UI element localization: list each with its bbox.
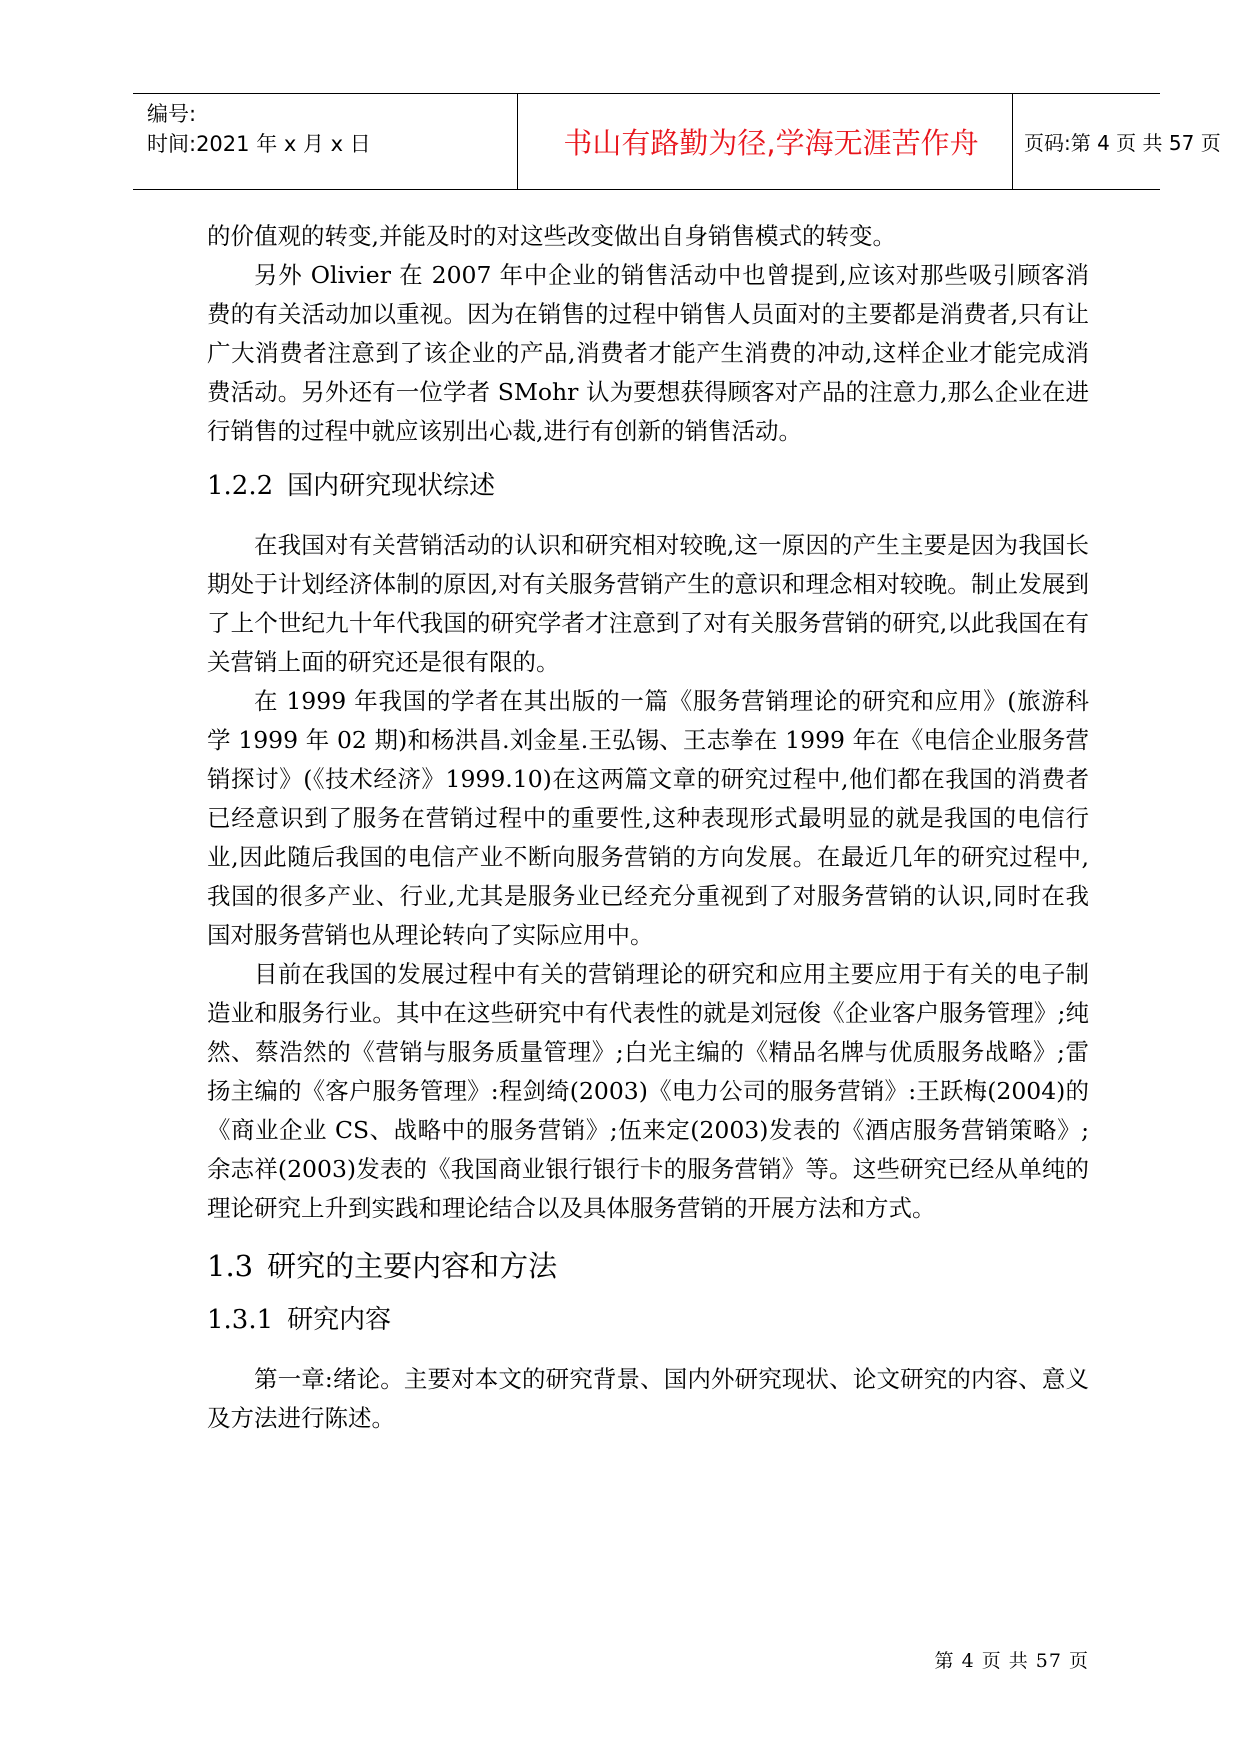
header-meta bbox=[147, 99, 517, 159]
paragraph: 另外 Olivier 在 2007 年中企业的销售活动中也曾提到,应该对那些吸引顾客消费的有关活动加以重视。因为在销售的过程中销售人员面对的主要都是消费者,只有让广大消费者注意到了该企业的产品,消费者才能产生消费的冲动,这样企业才能完成消费活动。另外还有一位学者 SMohr 认为要想获得顾客对产品的注意力,那么企业在进行销售的过程中就应该别出心裁,进行有创新的销售活动。 bbox=[207, 261, 1089, 445]
document-body bbox=[207, 217, 1089, 1438]
paragraph: 在 1999 年我国的学者在其出版的一篇《服务营销理论的研究和应用》(旅游科学 1999 年 02 期)和杨洪昌.刘金星.王弘锡、王志拳在 1999 年在《电信企业服务营销探讨》(《技术经济》1999.10)在这两篇文章的研究过程中,他们都在我国的消费者已经意识到了服务在营销过程中的重要性,这种表现形式最明显的就是我国的电信行业,因此随后我国的电信产业不断向服务营销的方向发展。在最近几年的研究过程中,我国的很多产业、行业,尤其是服务业已经充分重视到了对服务营销的认识,同时在我国对服务营销也从理论转向了实际应用中。 bbox=[207, 687, 1089, 949]
section-title: 研究的主要内容和方法 bbox=[267, 1249, 558, 1283]
section-number: 1.3.1 bbox=[207, 1305, 274, 1335]
section-title: 国内研究现状综述 bbox=[287, 471, 496, 501]
paragraph: 目前在我国的发展过程中有关的营销理论的研究和应用主要应用于有关的电子制造业和服务行业。其中在这些研究中有代表性的就是刘冠俊《企业客户服务管理》;纯然、蔡浩然的《营销与服务质量管理》;白光主编的《精品名牌与优质服务战略》;雷扬主编的《客户服务管理》:程剑绮(2003)《电力公司的服务营销》:王跃梅(2004)的《商业企业 CS、战略中的服务营销》;伍来定(2003)发表的《酒店服务营销策略》;余志祥(2003)发表的《我国商业银行银行卡的服务营销》等。这些研究已经从单纯的理论研究上升到实践和理论结合以及具体服务营销的开展方法和方式。 bbox=[207, 960, 1089, 1222]
header-motto: 书山有路勤为径,学海无涯苦作舟 bbox=[563, 126, 979, 160]
section-heading-1-3-1 bbox=[207, 1299, 1089, 1336]
section-title: 研究内容 bbox=[287, 1305, 392, 1335]
document-time-label: 时间:2021 年 x 月 x 日 bbox=[147, 132, 371, 156]
header-page-number: 页码:第 4 页 共 57 页 bbox=[1024, 131, 1221, 155]
header-divider bbox=[517, 94, 518, 189]
header-divider bbox=[1012, 94, 1013, 189]
section-heading-1-3 bbox=[207, 1244, 1089, 1285]
section-number: 1.2.2 bbox=[207, 471, 274, 501]
section-heading-1-2-2 bbox=[207, 465, 1089, 502]
footer-page-number: 第 4 页 共 57 页 bbox=[934, 1650, 1089, 1672]
page-header bbox=[133, 93, 1221, 190]
document-number-label: 编号: bbox=[147, 102, 197, 126]
section-number: 1.3 bbox=[207, 1249, 254, 1283]
paragraph: 第一章:绪论。主要对本文的研究背景、国内外研究现状、论文研究的内容、意义及方法进行陈述。 bbox=[207, 1365, 1089, 1432]
paragraph: 在我国对有关营销活动的认识和研究相对较晚,这一原因的产生主要是因为我国长期处于计划经济体制的原因,对有关服务营销产生的意识和理念相对较晚。制止发展到了上个世纪九十年代我国的研究学者才注意到了对有关服务营销的研究,以此我国在有关营销上面的研究还是很有限的。 bbox=[207, 531, 1089, 676]
paragraph: 的价值观的转变,并能及时的对这些改变做出自身销售模式的转变。 bbox=[207, 222, 896, 250]
